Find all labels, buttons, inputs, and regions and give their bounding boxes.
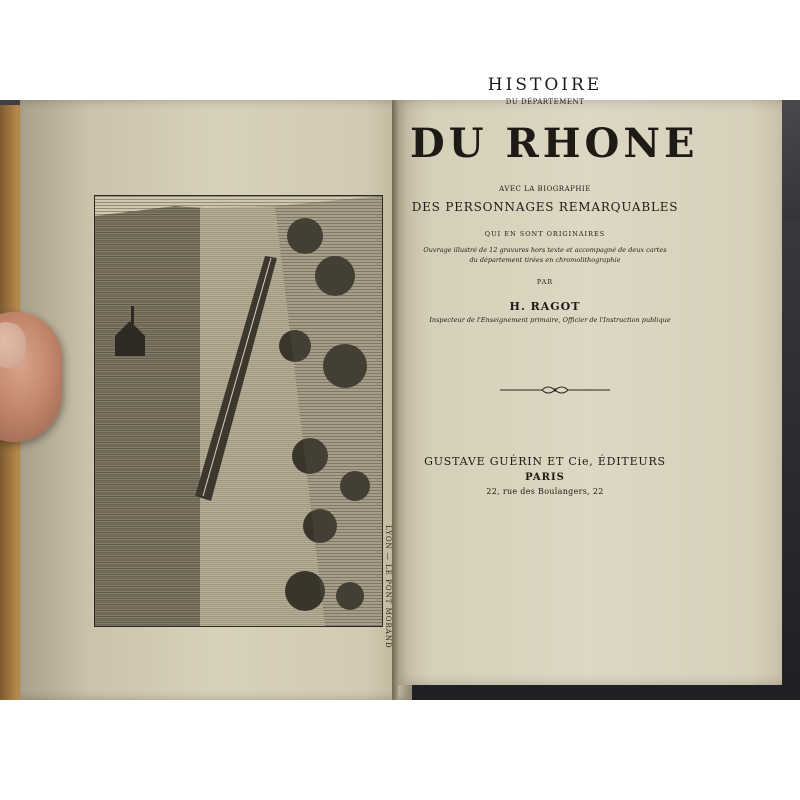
main-title: DU RHONE bbox=[410, 120, 699, 167]
subtitle-biography: AVEC LA BIOGRAPHIE bbox=[499, 185, 591, 193]
author-credentials: Inspecteur de l'Enseignement primaire, Officier de l'Instruction publique bbox=[429, 316, 671, 324]
book-gutter bbox=[392, 100, 398, 700]
publisher: GUSTAVE GUÉRIN ET Cie, ÉDITEURS bbox=[424, 455, 666, 468]
author-name: H. RAGOT bbox=[509, 300, 581, 313]
publisher-address: 22, rue des Boulangers, 22 bbox=[486, 487, 604, 496]
publisher-city: PARIS bbox=[525, 472, 565, 483]
subtitle-people: DES PERSONNAGES REMARQUABLES bbox=[411, 200, 679, 214]
work-description-line1: Ouvrage illustré de 12 gravures hors texte et accompagné de deux cartes bbox=[423, 246, 667, 254]
book-photograph bbox=[0, 100, 800, 700]
subtitle-originating: QUI EN SONT ORIGINAIRES bbox=[484, 230, 606, 238]
engraving-plate bbox=[94, 195, 383, 627]
title-line-departement: DU DÉPARTEMENT bbox=[505, 98, 585, 106]
title-line-histoire: HISTOIRE bbox=[487, 75, 603, 95]
plate-caption: LYON — LE PONT MORAND bbox=[384, 525, 392, 649]
engraving-illustration bbox=[95, 196, 382, 626]
thumbnail bbox=[0, 322, 26, 368]
work-description-line2: du département tirées en chromolithographie bbox=[469, 256, 621, 264]
by-label: PAR bbox=[536, 278, 554, 286]
ornament-divider-icon bbox=[500, 383, 610, 397]
